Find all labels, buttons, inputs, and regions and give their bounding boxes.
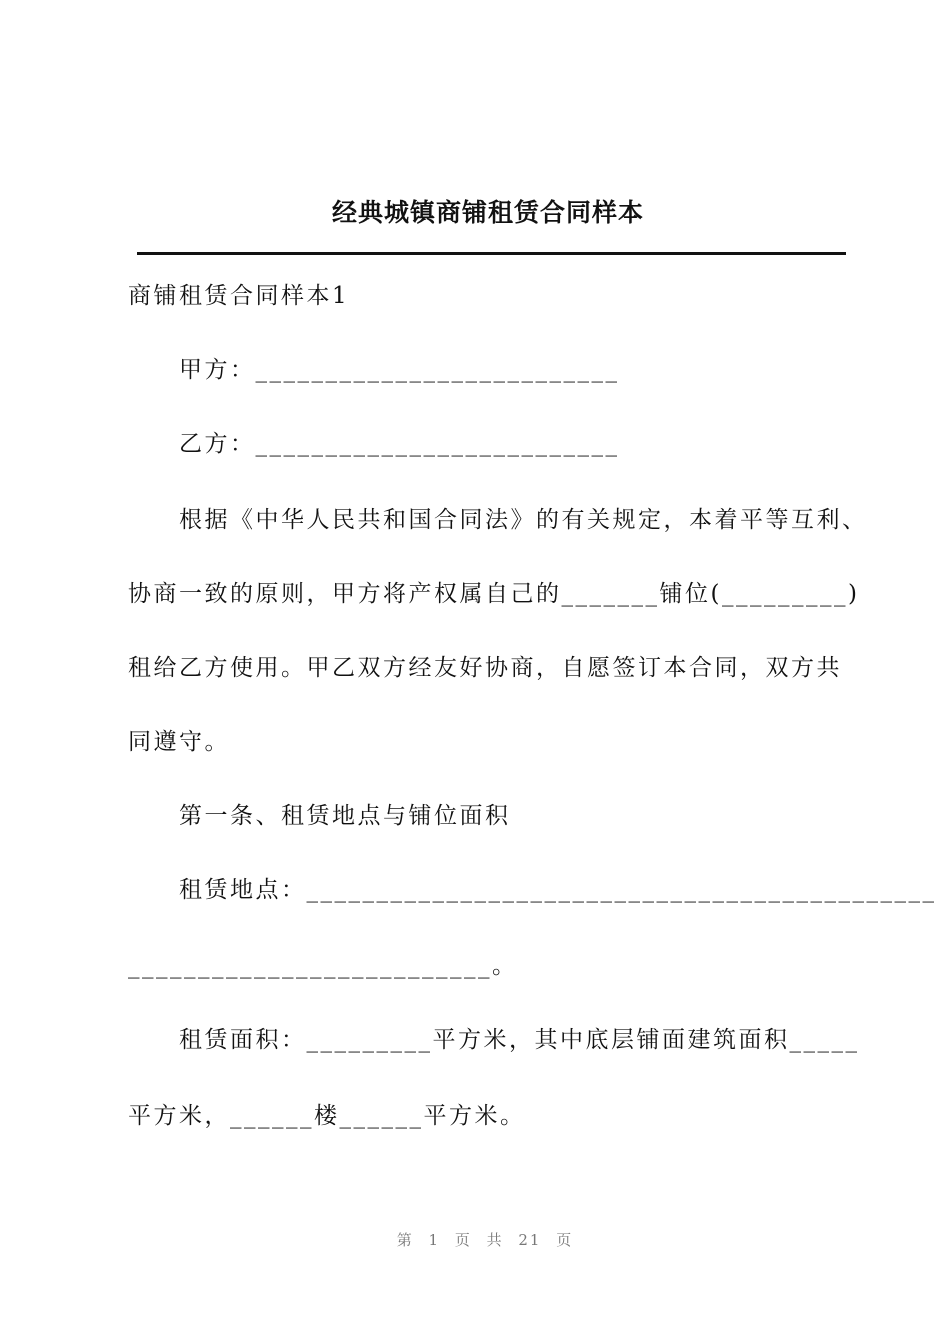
document-title: 经典城镇商铺租赁合同样本	[331, 198, 644, 227]
paragraph-line: 平方米，______楼______平方米。	[128, 1103, 526, 1129]
paragraph-line: 租赁地点：_____________________________________________	[179, 877, 937, 903]
party-a-line: 甲方：__________________________	[179, 357, 620, 383]
title-rule	[137, 252, 846, 255]
party-b-line: 乙方：__________________________	[179, 431, 620, 457]
paragraph-line: 同遵守。	[128, 729, 230, 755]
article-heading: 第一条、租赁地点与铺位面积	[179, 803, 511, 829]
section-heading: 商铺租赁合同样本1	[128, 283, 350, 309]
paragraph-line: __________________________。	[128, 953, 518, 979]
paragraph-line: 租赁面积：_________平方米，其中底层铺面建筑面积_____	[179, 1027, 860, 1053]
paragraph-line: 协商一致的原则，甲方将产权属自己的_______铺位(_________)	[128, 581, 860, 607]
paragraph-line: 根据《中华人民共和国合同法》的有关规定，本着平等互利、	[179, 507, 868, 533]
paragraph-line: 租给乙方使用。甲乙双方经友好协商，自愿签订本合同，双方共	[128, 655, 842, 681]
page-footer: 第 1 页 共 21 页	[396, 1231, 574, 1249]
